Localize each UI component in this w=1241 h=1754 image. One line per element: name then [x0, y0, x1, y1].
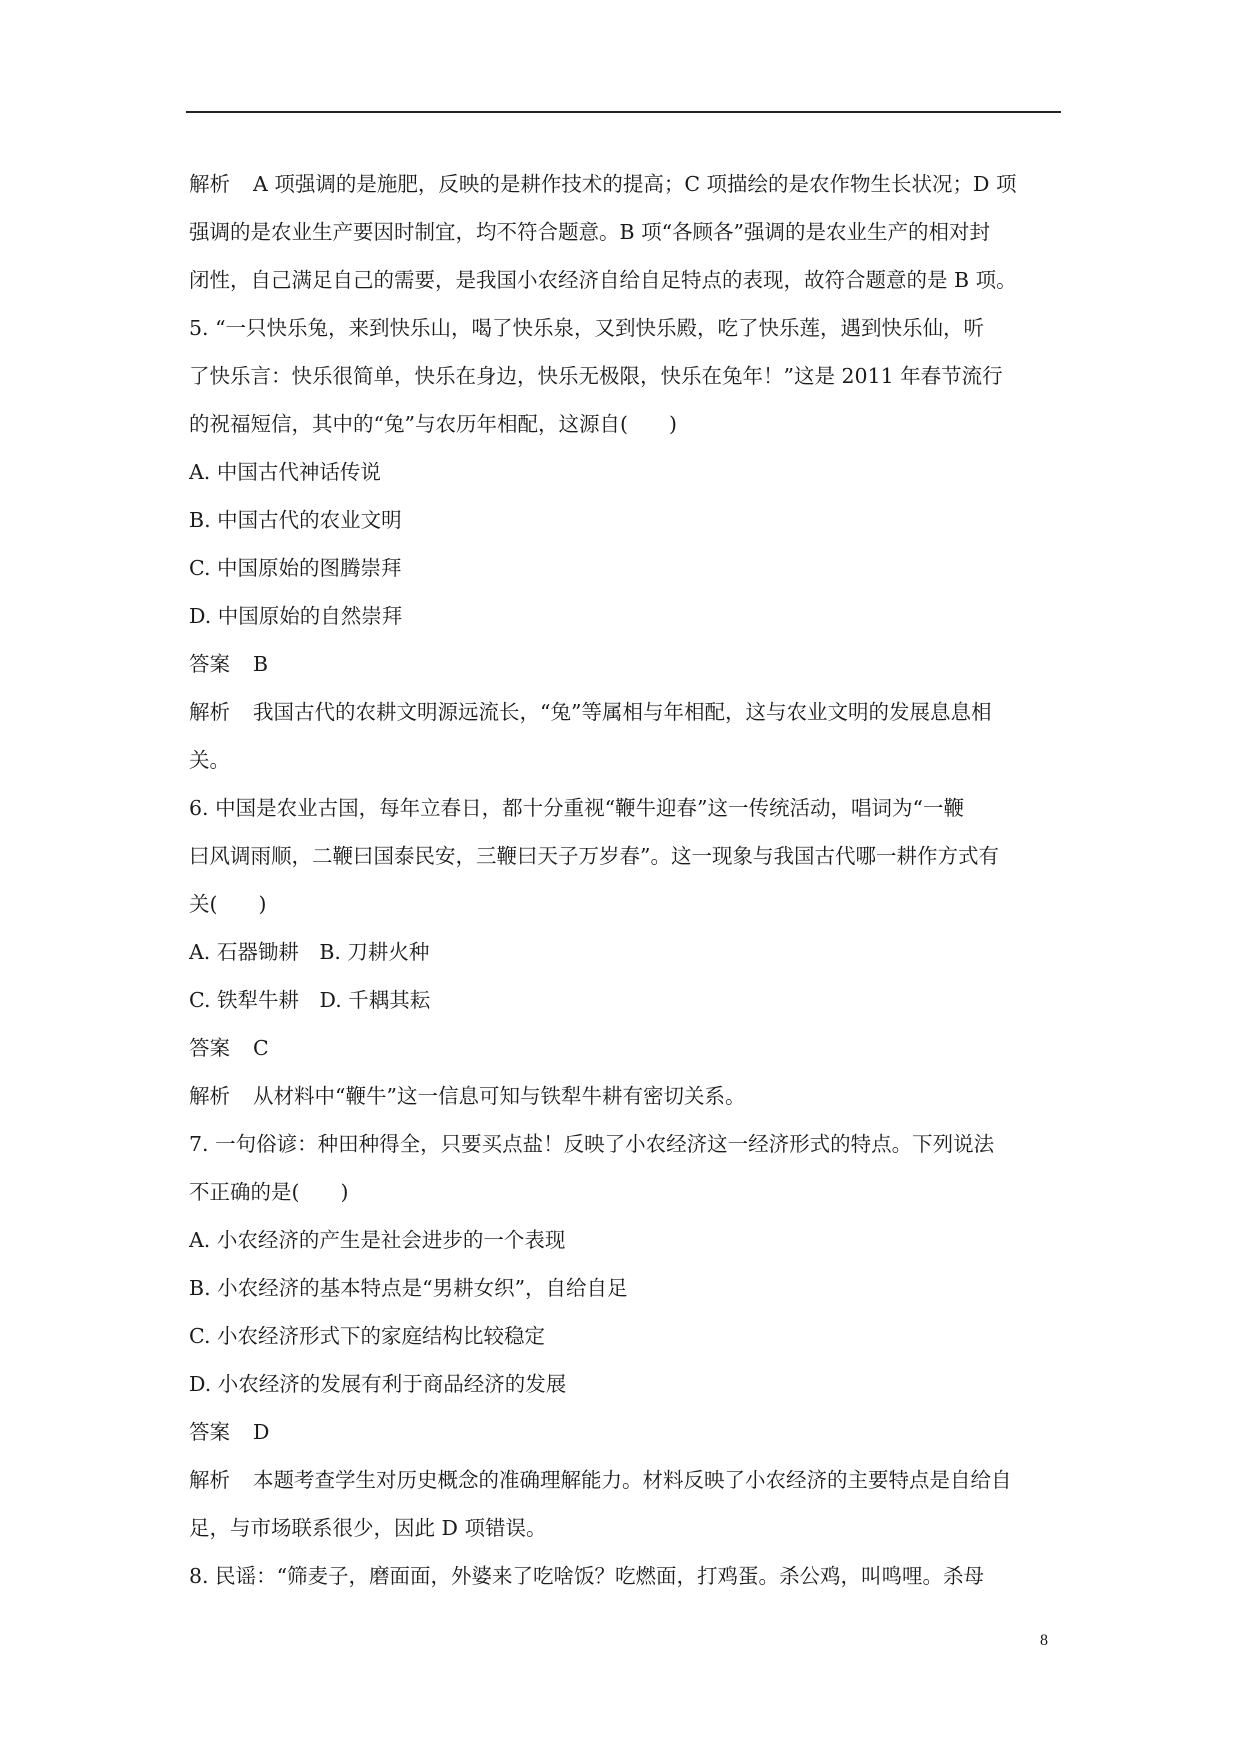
q5-option-b: B. 中国古代的农业文明 — [189, 508, 402, 532]
q5-analysis-line-1: 解析 我国古代的农耕文明源远流长，“兔”等属相与年相配，这与农业文明的发展息息相 — [189, 688, 1061, 736]
q6-answer-value: C — [253, 1036, 269, 1060]
q7-stem-line-1: 7. 一句俗谚：种田种得全，只要买点盐！反映了小农经济这一经济形式的特点。下列说法 — [189, 1132, 995, 1156]
answer-label: 答案 — [189, 1420, 230, 1444]
q5-stem-line-1: 5. “一只快乐兔，来到快乐山，喝了快乐泉，又到快乐殿，吃了快乐莲，遇到快乐仙，听 — [189, 316, 985, 340]
answer-label: 答案 — [189, 652, 230, 676]
q7-answer-value: D — [253, 1420, 270, 1444]
q6-stem-line-1: 6. 中国是农业古国，每年立春日，都十分重视“鞭牛迎春”这一传统活动，唱词为“一鞭 — [189, 796, 965, 820]
q5-analysis-line-2: 关。 — [189, 748, 230, 772]
q6-stem-line-2: 曰风调雨顺，二鞭曰国泰民安，三鞭曰天子万岁春”。这一现象与我国古代哪一耕作方式有 — [189, 844, 999, 868]
q6-analysis-line-1: 解析 从材料中“鞭牛”这一信息可知与铁犁牛耕有密切关系。 — [189, 1072, 1061, 1120]
q6-options-line-2: C. 铁犁牛耕 D. 千耦其耘 — [189, 988, 431, 1012]
q7-option-c: C. 小农经济形式下的家庭结构比较稳定 — [189, 1324, 545, 1348]
q7-analysis-line-1: 解析 本题考查学生对历史概念的准确理解能力。材料反映了小农经济的主要特点是自给自 — [189, 1456, 1061, 1504]
header-rule — [186, 111, 1061, 113]
q7-stem-line-2: 不正确的是( ) — [189, 1180, 349, 1204]
q4-analysis-line-3: 闭性，自己满足自己的需要，是我国小农经济自给自足特点的表现，故符合题意的是 B 项。 — [189, 268, 1017, 292]
q5-answer — [189, 640, 1061, 688]
analysis-label: 解析 — [189, 700, 230, 724]
q7-option-d: D. 小农经济的发展有利于商品经济的发展 — [189, 1372, 567, 1396]
answer-label: 答案 — [189, 1036, 230, 1060]
q7-analysis-line-2: 足，与市场联系很少，因此 D 项错误。 — [189, 1516, 547, 1540]
analysis-label: 解析 — [189, 1468, 230, 1492]
analysis-label: 解析 — [189, 172, 230, 196]
q7-option-b: B. 小农经济的基本特点是“男耕女织”，自给自足 — [189, 1276, 628, 1300]
q5-option-a: A. 中国古代神话传说 — [189, 460, 381, 484]
q5-stem-line-3: 的祝福短信，其中的“兔”与农历年相配，这源自( ) — [189, 412, 677, 436]
document-body — [189, 160, 1061, 1600]
q6-stem-line-3: 关( ) — [189, 892, 267, 916]
q5-stem-line-2: 了快乐言：快乐很简单，快乐在身边，快乐无极限，快乐在兔年！”这是 2011 年春节流行 — [189, 364, 1003, 388]
q7-answer — [189, 1408, 1061, 1456]
q8-stem-line-1: 8. 民谣：“筛麦子，磨面面，外婆来了吃啥饭？吃燃面，打鸡蛋。杀公鸡，叫鸣哩。杀母 — [189, 1564, 985, 1588]
analysis-label: 解析 — [189, 1084, 230, 1108]
q5-option-d: D. 中国原始的自然崇拜 — [189, 604, 403, 628]
q7-option-a: A. 小农经济的产生是社会进步的一个表现 — [189, 1228, 566, 1252]
q5-answer-value: B — [253, 652, 269, 676]
q4-analysis-line-1: 解析 A 项强调的是施肥，反映的是耕作技术的提高；C 项描绘的是农作物生长状况；D 项 — [189, 160, 1061, 208]
q4-analysis-line-2: 强调的是农业生产要因时制宜，均不符合题意。B 项“各顾各”强调的是农业生产的相对封 — [189, 220, 991, 244]
q6-options-line-1: A. 石器锄耕 B. 刀耕火种 — [189, 940, 430, 964]
page-number: 8 — [1040, 1632, 1048, 1649]
q6-answer — [189, 1024, 1061, 1072]
q5-option-c: C. 中国原始的图腾崇拜 — [189, 556, 402, 580]
